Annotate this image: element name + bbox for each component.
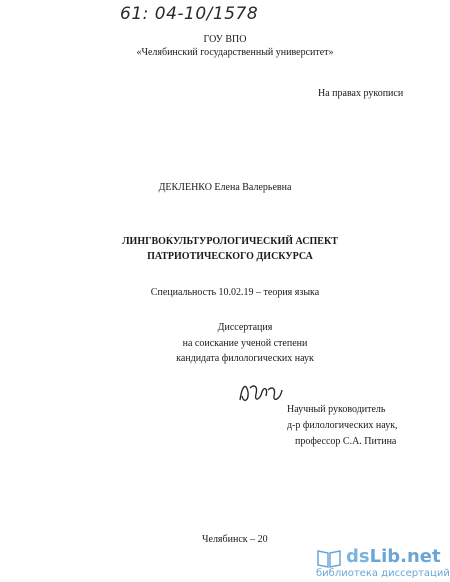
supervisor-line3: профессор С.А. Питина (295, 436, 397, 447)
supervisor-line2: д-р филологических наук, (287, 420, 398, 431)
dissertation-line1: Диссертация (217, 322, 273, 333)
dissertation-line3: кандидата филологических наук (176, 353, 314, 364)
handwritten-stamp (120, 4, 290, 34)
rights-notice: На правах рукописи (318, 88, 404, 99)
city-year: Челябинск – 20 (202, 534, 268, 545)
org-line2: «Челябинский государственный университет» (136, 47, 334, 58)
specialty: Специальность 10.02.19 – теория языка (150, 287, 320, 298)
book-icon (316, 547, 342, 569)
author-name: ДЕКЛЕНКО Елена Валерьевна (158, 182, 292, 193)
watermark-brand: dsLib.net (346, 546, 441, 567)
signature (236, 378, 286, 408)
dslib-watermark (310, 544, 450, 582)
supervisor-line1: Научный руководитель (287, 404, 386, 415)
dissertation-line2: на соискание ученой степени (182, 338, 308, 349)
title-line1: ЛИНГВОКУЛЬТУРОЛОГИЧЕСКИЙ АСПЕКТ (122, 236, 338, 247)
org-line1: ГОУ ВПО (203, 34, 247, 45)
title-line2: ПАТРИОТИЧЕСКОГО ДИСКУРСА (147, 251, 313, 262)
watermark-subtitle: библиотека диссертаций (316, 568, 450, 579)
stamp-number: 61: 04-10/1578 (120, 4, 259, 24)
